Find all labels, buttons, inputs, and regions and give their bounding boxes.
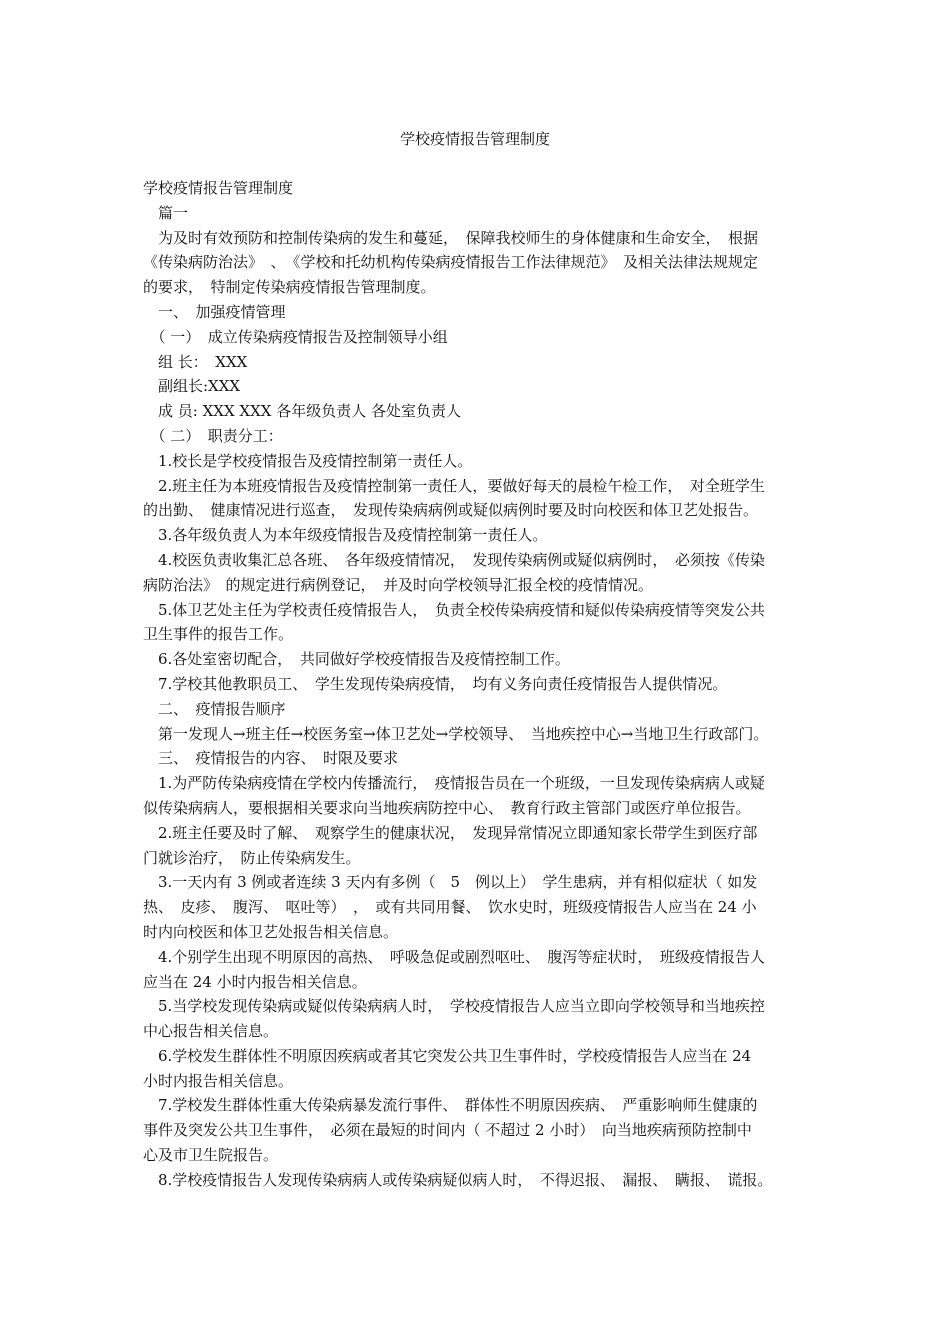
body-line: 的出勤、 健康情况进行巡查， 发现传染病病例或疑似病例时要及时向校医和体卫艺处报告。: [143, 501, 759, 520]
body-line: 2.班主任为本班疫情报告及疫情控制第一责任人，要做好每天的晨检午检工作， 对全班学生: [143, 476, 765, 495]
body-line: 7.学校发生群体性重大传染病暴发流行事件、 群体性不明原因疾病、 严重影响师生健康的: [143, 1096, 758, 1115]
body-line: 时内向校医和体卫艺处报告相关信息。: [143, 922, 399, 941]
body-line: 心及市卫生院报告。: [143, 1146, 279, 1165]
body-line: 2.班主任要及时了解、 观察学生的健康状况， 发现异常情况立即通知家长带学生到医疗部: [143, 823, 758, 842]
body-line: 应当在 24 小时内报告相关信息。: [143, 972, 367, 991]
body-line: 4.校医负责收集汇总各班、 各年级疫情情况， 发现传染病例或疑似病例时， 必须按《传染: [143, 550, 765, 569]
body-line: 似传染病病人，要根据相关要求向当地疾病防控中心、 教育行政主管部门或医疗单位报告。: [143, 798, 751, 817]
body-line: 5.体卫艺处主任为学校责任疫情报告人， 负责全校传染病疫情和疑似传染病疫情等突发公共: [143, 600, 765, 619]
body-line: 组 长： XXX: [143, 352, 248, 371]
body-line: 3.一天内有 3 例或者连续 3 天内有多例（ 5 例以上） 学生患病，并有相似症状（ 如发: [143, 873, 758, 892]
body-line: 三、 疫情报告的内容、 时限及要求: [143, 749, 399, 768]
body-line: 6.学校发生群体性不明原因疾病或者其它突发公共卫生事件时，学校疫情报告人应当在 24: [143, 1046, 752, 1065]
body-line: （ 一） 成立传染病疫情报告及控制领导小组: [143, 327, 448, 346]
body-line: 小时内报告相关信息。: [143, 1071, 294, 1090]
body-line: 7.学校其他教职员工、 学生发现传染病疫情， 均有义务向责任疫情报告人提供情况。: [143, 674, 728, 693]
body-line: 一、 加强疫情管理: [143, 302, 286, 321]
body-line: 第一发现人→班主任→校医务室→体卫艺处→学校领导、 当地疾控中心→当地卫生行政部门。: [143, 724, 769, 743]
body-line: 1.校长是学校疫情报告及疫情控制第一责任人。: [143, 451, 473, 470]
body-line: 成 员: XXX XXX 各年级负责人 各处室负责人: [143, 402, 461, 421]
body-line: 热、 皮疹、 腹泻、 呕吐等） ， 或有共同用餐、 饮水史时，班级疫情报告人应当在 24 小: [143, 898, 757, 917]
body-line: 中心报告相关信息。: [143, 1022, 279, 1041]
body-line: 门就诊治疗， 防止传染病发生。: [143, 848, 361, 867]
body-line: 副组长:XXX: [143, 377, 241, 396]
document-title: 学校疫情报告管理制度: [399, 130, 550, 148]
body-line: 学校疫情报告管理制度: [143, 179, 294, 197]
body-line: 5.当学校发现传染病或疑似传染病病人时， 学校疫情报告人应当立即向学校领导和当地疾控: [143, 997, 765, 1016]
body-line: （ 二） 职责分工：: [143, 426, 283, 445]
body-line: 为及时有效预防和控制传染病的发生和蔓延， 保障我校师生的身体健康和生命安全， 根据: [143, 228, 759, 247]
body-line: 3.各年级负责人为本年级疫情报告及疫情控制第一责任人。: [143, 526, 548, 545]
body-line: 4.个别学生出现不明原因的高热、 呼吸急促或剧烈呕吐、 腹泻等症状时， 班级疫情报告人: [143, 947, 765, 966]
body-line: 的要求， 特制定传染病疫情报告管理制度。: [143, 278, 436, 297]
body-line: 8.学校疫情报告人发现传染病病人或传染病疑似病人时， 不得迟报、 漏报、 瞒报、 谎报。: [143, 1170, 773, 1189]
body-line: 卫生事件的报告工作。: [143, 625, 294, 644]
body-line: 1.为严防传染病疫情在学校内传播流行， 疫情报告员在一个班级，一旦发现传染病病人或疑: [143, 774, 765, 793]
body-line: 6.各处室密切配合， 共同做好学校疫情报告及疫情控制工作。: [143, 650, 570, 669]
body-line: 二、 疫情报告顺序: [143, 699, 286, 718]
body-line: 《传染病防治法》 、 《学校和托幼机构传染病疫情报告工作法律规范》 及相关法律法规规定: [143, 253, 759, 272]
body-line: 病防治法》 的规定进行病例登记， 并及时向学校领导汇报全校的疫情情况。: [143, 575, 654, 594]
document-body: [143, 176, 823, 1193]
body-line: 事件及突发公共卫生事件， 必须在最短的时间内（ 不超过 2 小时） 向当地疾病预防控制中: [143, 1121, 752, 1140]
body-line: 篇一: [143, 203, 189, 222]
